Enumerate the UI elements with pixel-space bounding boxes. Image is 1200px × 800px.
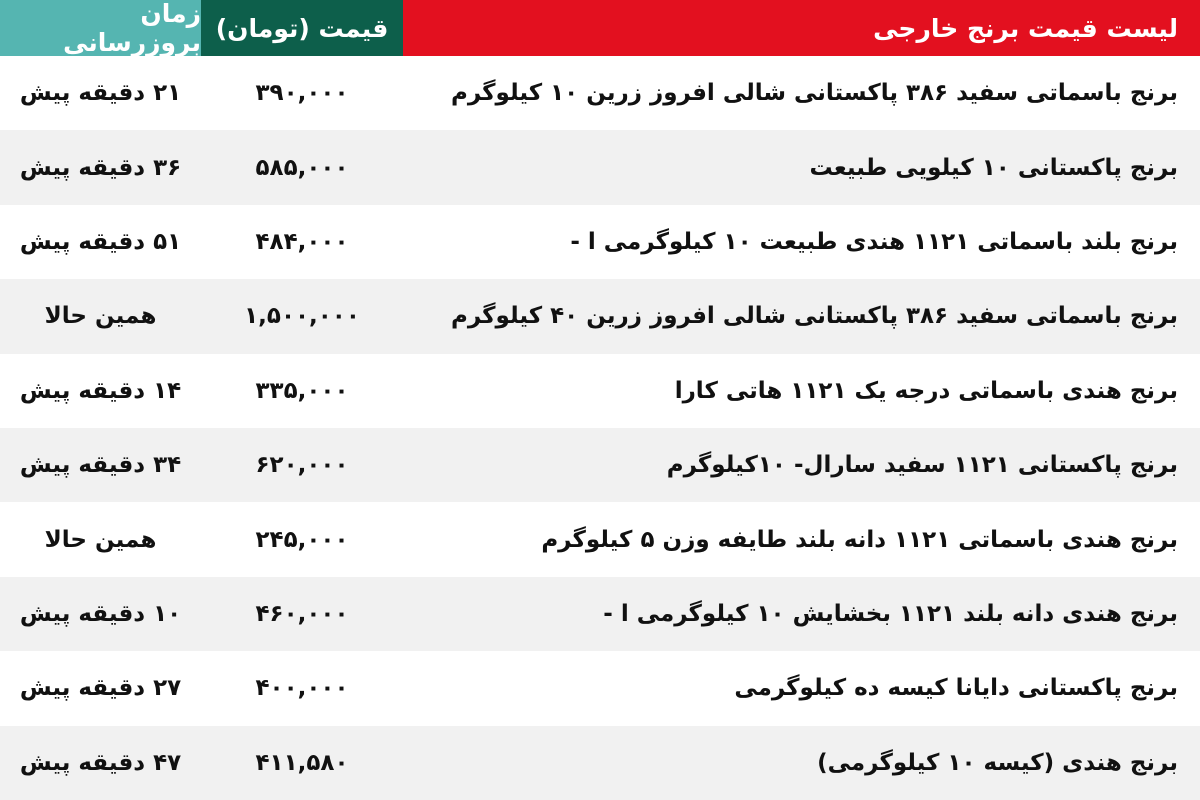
update-time: ۲۱ دقیقه پیش — [19, 80, 182, 107]
update-time: همین حالا — [44, 303, 157, 330]
table-header — [0, 0, 1200, 56]
table-row — [0, 577, 1200, 651]
update-time: ۳۴ دقیقه پیش — [19, 452, 182, 479]
product-price: ۳۹۰,۰۰۰ — [255, 80, 349, 107]
product-price: ۵۸۵,۰۰۰ — [255, 154, 349, 181]
product-name: برنج باسماتی سفید ۳۸۶ پاکستانی شالی افروز زرین ۱۰ کیلوگرم — [450, 80, 1178, 107]
product-name: برنج هندی باسماتی ۱۱۲۱ دانه بلند طایفه وزن ۵ کیلوگرم — [541, 526, 1178, 553]
product-name: برنج پاکستانی ۱۱۲۱ سفید سارال- ۱۰کیلوگرم — [666, 452, 1178, 479]
table-row — [0, 279, 1200, 353]
product-name: برنج هندی دانه بلند ۱۱۲۱ بخشایش ۱۰ کیلوگرمی ا - — [603, 600, 1178, 627]
table-body — [0, 56, 1200, 800]
table-title: لیست قیمت برنج خارجی — [403, 0, 1200, 56]
table-row — [0, 354, 1200, 428]
product-name: برنج باسماتی سفید ۳۸۶ پاکستانی شالی افروز زرین ۴۰ کیلوگرم — [450, 303, 1178, 330]
table-row — [0, 56, 1200, 130]
table-row — [0, 651, 1200, 725]
product-price: ۲۴۵,۰۰۰ — [255, 526, 349, 553]
update-time: ۱۰ دقیقه پیش — [19, 600, 182, 627]
update-time: ۱۴ دقیقه پیش — [19, 377, 182, 404]
table-row — [0, 502, 1200, 576]
product-price: ۱,۵۰۰,۰۰۰ — [244, 303, 360, 330]
table-row — [0, 428, 1200, 502]
time-column-header: زمان بروزرسانی — [0, 0, 201, 56]
product-name: برنج هندی باسماتی درجه یک ۱۱۲۱ هاتی کارا — [674, 377, 1178, 404]
update-time: ۳۶ دقیقه پیش — [19, 154, 182, 181]
table-row — [0, 205, 1200, 279]
product-price: ۴۰۰,۰۰۰ — [255, 675, 349, 702]
update-time: ۲۷ دقیقه پیش — [19, 675, 182, 702]
product-name: برنج هندی (کیسه ۱۰ کیلوگرمی) — [817, 749, 1178, 776]
product-price: ۳۳۵,۰۰۰ — [255, 377, 349, 404]
product-price: ۶۲۰,۰۰۰ — [255, 452, 349, 479]
table-row — [0, 726, 1200, 800]
table-row — [0, 130, 1200, 204]
product-price: ۴۸۴,۰۰۰ — [255, 228, 349, 255]
update-time: ۴۷ دقیقه پیش — [19, 749, 182, 776]
update-time: ۵۱ دقیقه پیش — [19, 228, 182, 255]
product-name: برنج پاکستانی ۱۰ کیلویی طبیعت — [809, 154, 1178, 181]
product-name: برنج پاکستانی دایانا کیسه ده کیلوگرمی — [734, 675, 1178, 702]
product-price: ۴۶۰,۰۰۰ — [255, 600, 349, 627]
update-time: همین حالا — [44, 526, 157, 553]
product-price: ۴۱۱,۵۸۰ — [255, 749, 349, 776]
price-column-header: قیمت (تومان) — [201, 0, 403, 56]
product-name: برنج بلند باسماتی ۱۱۲۱ هندی طبیعت ۱۰ کیلوگرمی ا - — [570, 228, 1178, 255]
